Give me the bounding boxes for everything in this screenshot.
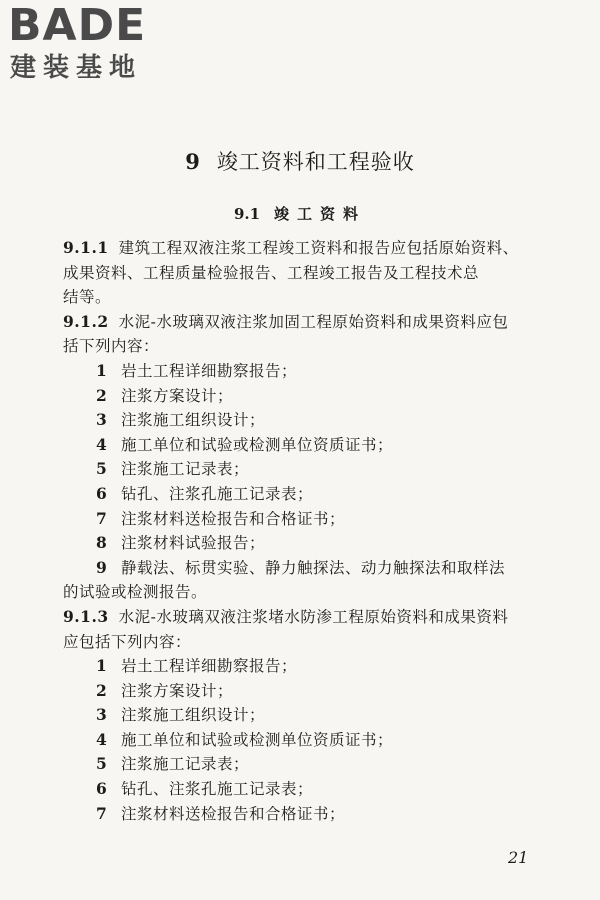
clause-text: 建筑工程双液注浆工程竣工资料和报告应包括原始资料、 [118,239,519,257]
item-text: 钻孔、注浆孔施工记录表； [121,780,314,799]
item-number: 7 [96,803,108,823]
clause-number: 9.1.3 [63,606,109,626]
item-number: 6 [96,483,108,503]
item-number: 2 [96,680,108,700]
item-number: 8 [96,533,108,553]
item-number: 1 [96,360,108,380]
item-number: 7 [96,508,108,528]
list-item [63,433,541,458]
list-item [63,679,541,704]
clause-9-1-2-line: 括下列内容： [63,337,160,356]
clause-text: 水泥-水玻璃双液注浆加固工程原始资料和成果资料应包 [118,312,509,331]
item-text: 注浆施工组织设计； [121,411,266,430]
list-item [63,752,541,777]
chapter-number: 9 [185,149,201,174]
item-text: 注浆施工组织设计； [121,706,266,725]
item-text: 施工单位和试验或检测单位资质证书； [121,730,394,749]
item-text: 注浆方案设计； [121,386,234,405]
section-number: 9.1 [233,205,261,223]
section-heading [0,203,600,225]
list-item [63,359,541,384]
list-item [63,777,541,802]
clause-number: 9.1.1 [63,238,109,257]
list-item [63,531,541,556]
list-item [63,728,541,753]
item-text: 注浆材料试验报告； [121,534,266,553]
list-item [63,654,541,679]
item-number: 9 [96,557,108,577]
clause-9-1-3-line: 应包括下列内容： [63,632,192,651]
bade-logo [8,2,178,88]
logo-wordmark: BADE [8,0,147,51]
clause-text: 水泥-水玻璃双液注浆堵水防渗工程原始资料和成果资料 [118,607,509,626]
item-number: 2 [96,385,108,405]
logo-subtitle: 建装基地 [10,53,143,83]
list-item [63,384,541,409]
item-text: 注浆材料送检报告和合格证书； [121,804,346,823]
item-text: 注浆方案设计； [121,681,234,700]
list-item [63,482,541,507]
clause-9-1-1-line: 成果资料、工程质量检验报告、工程竣工报告及工程技术总 [63,263,480,282]
item-text: 注浆施工记录表； [121,460,250,479]
list-item-continuation: 的试验或检测报告。 [63,583,208,602]
item-number: 5 [96,459,108,479]
item-text: 注浆施工记录表； [121,755,250,774]
list-item [63,507,541,532]
body-text [63,236,541,826]
item-text: 静载法、标贯实验、静力触探法、动力触探法和取样法 [121,558,506,577]
item-number: 1 [96,656,108,676]
clause-9-1-1-line: 结等。 [63,288,112,307]
clause-9-1-2-line [63,310,541,335]
list-item [63,556,541,581]
list-item [63,802,541,827]
item-number: 4 [96,729,108,749]
item-number: 4 [96,434,108,454]
page-number: 21 [508,848,529,867]
chapter-heading [0,148,600,176]
item-text: 岩土工程详细勘察报告； [121,657,298,676]
section-title: 竣工资料 [274,205,367,223]
chapter-title: 竣工资料和工程验收 [216,150,415,174]
item-text: 钻孔、注浆孔施工记录表； [121,484,314,503]
item-number: 6 [96,779,108,799]
item-number: 5 [96,754,108,774]
item-text: 注浆材料送检报告和合格证书； [121,509,346,528]
list-item [63,703,541,728]
clause-number: 9.1.2 [63,311,109,331]
item-text: 岩土工程详细勘察报告； [121,361,298,380]
item-text: 施工单位和试验或检测单位资质证书； [121,435,394,454]
item-number: 3 [96,705,108,725]
item-number: 3 [96,410,108,430]
clause-9-1-3-line [63,605,541,630]
list-item [63,457,541,482]
clause-9-1-1-line [63,236,541,261]
list-item [63,408,541,433]
